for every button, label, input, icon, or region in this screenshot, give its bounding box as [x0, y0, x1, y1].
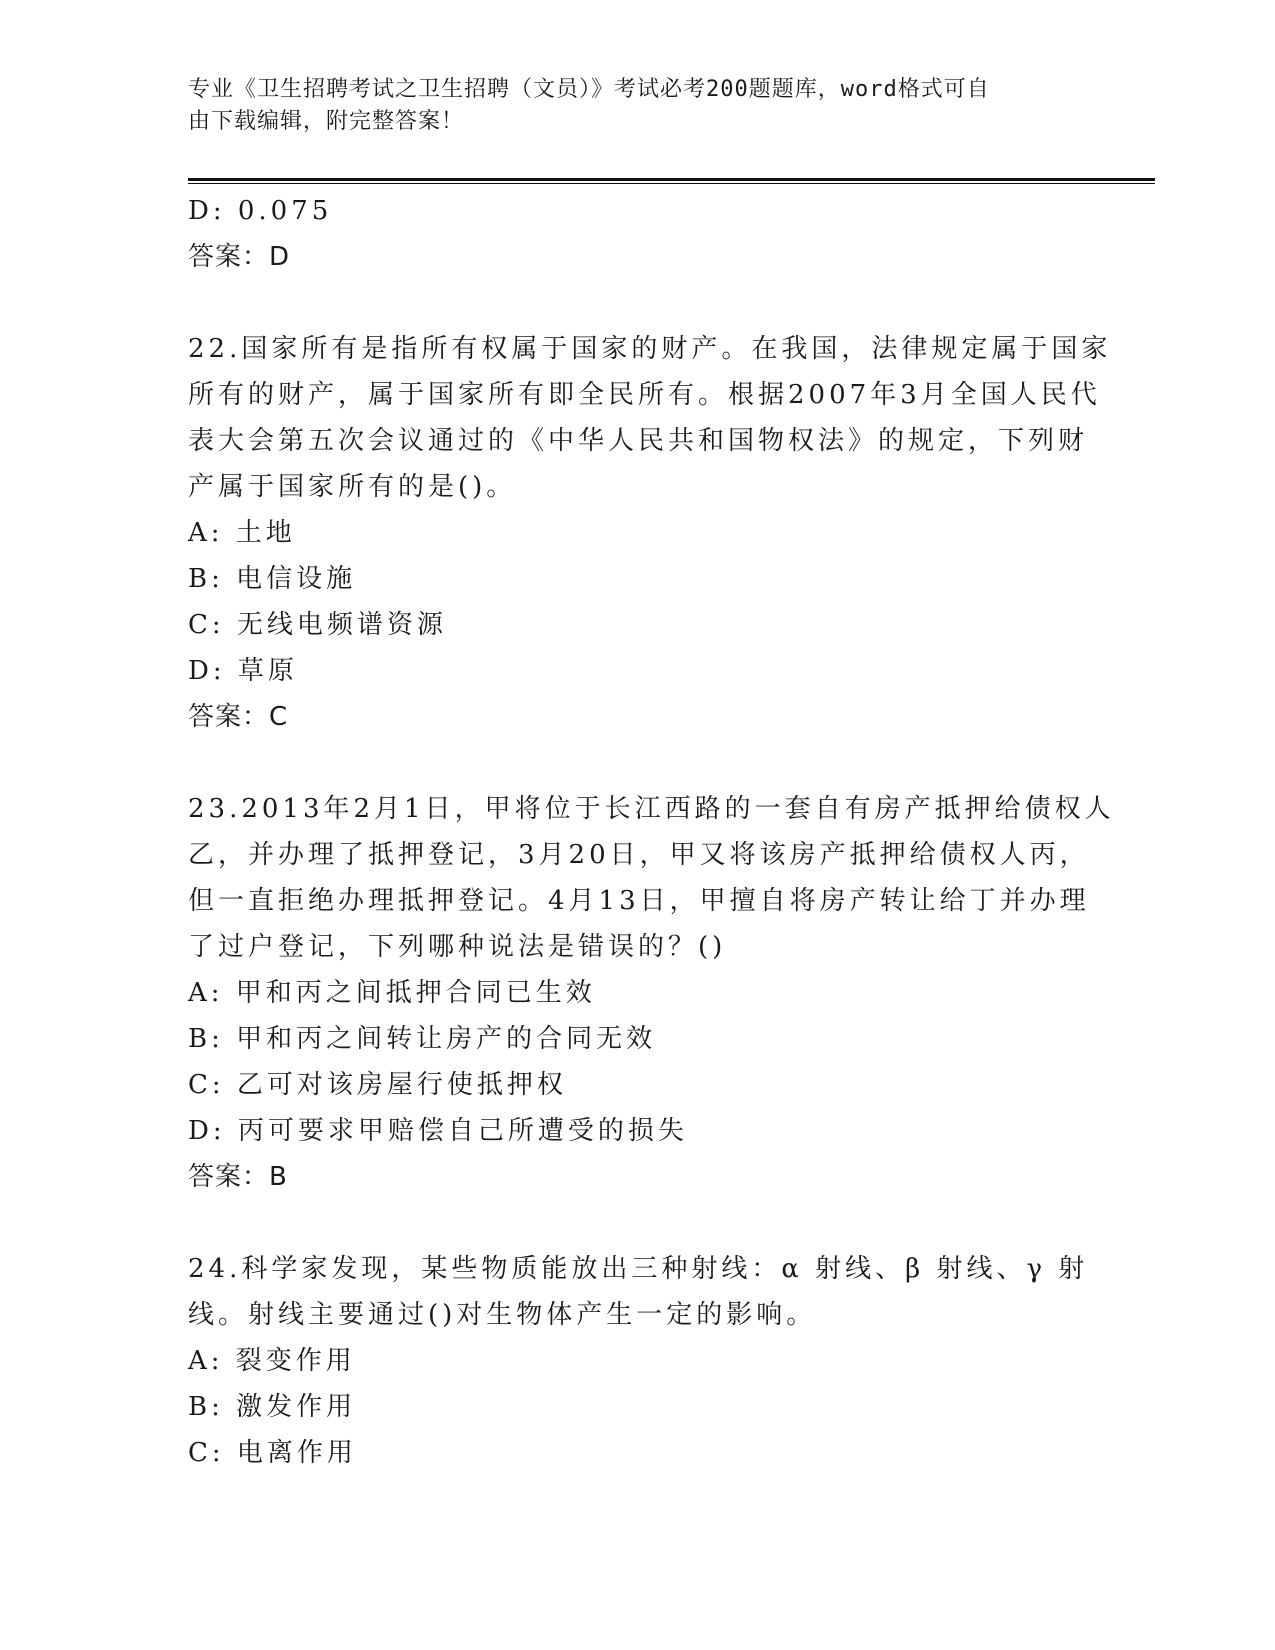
previous-question-tail: [188, 188, 1088, 280]
stem-line: 但一直拒绝办理抵押登记。4月13日，甲擅自将房产转让给丁并办理: [188, 886, 1090, 916]
question-stem: [188, 786, 1115, 970]
option-c: C: 电离作用: [188, 1438, 357, 1468]
stem-line: 表大会第五次会议通过的《中华人民共和国物权法》的规定，下列财: [188, 426, 1089, 456]
question-23: [188, 786, 1115, 1200]
stem-line: 23.2013年2月1日，甲将位于长江西路的一套自有房产抵押给债权人: [188, 794, 1115, 824]
document-header: [188, 74, 1068, 138]
option-c: C: 无线电频谱资源: [188, 610, 447, 640]
stem-line: 22.国家所有是指所有权属于国家的财产。在我国，法律规定属于国家: [188, 334, 1112, 364]
option-d: D: 丙可要求甲赔偿自己所遭受的损失: [188, 1116, 688, 1146]
stem-line: 产属于国家所有的是()。: [188, 472, 517, 502]
option-d: D: 草原: [188, 656, 298, 686]
stem-line: 线。射线主要通过()对生物体产生一定的影响。: [188, 1300, 817, 1330]
answer-line: 答案：D: [188, 242, 291, 272]
stem-line: 乙，并办理了抵押登记，3月20日，甲又将该房产抵押给债权人丙，: [188, 840, 1090, 870]
option-a: A: 裂变作用: [188, 1346, 356, 1376]
stem-line: 所有的财产，属于国家所有即全民所有。根据2007年3月全国人民代: [188, 380, 1101, 410]
question-list: [188, 188, 1115, 1476]
question-22: [188, 326, 1112, 740]
option-d: D: 0.075: [188, 196, 333, 226]
header-line-2: 由下载编辑，附完整答案！: [188, 109, 465, 134]
answer-line: 答案：C: [188, 702, 289, 732]
option-b: B: 甲和丙之间转让房产的合同无效: [188, 1024, 657, 1054]
header-divider-thick: [188, 178, 1155, 181]
header-line-1: 专业《卫生招聘考试之卫生招聘（文员）》考试必考200题题库，word格式可自: [188, 77, 990, 102]
answer-line: 答案：B: [188, 1162, 288, 1192]
option-a: A: 甲和丙之间抵押合同已生效: [188, 978, 596, 1008]
stem-line: 了过户登记，下列哪种说法是错误的？(): [188, 932, 727, 962]
header-divider-thin: [188, 183, 1155, 184]
stem-line: 24.科学家发现，某些物质能放出三种射线：α 射线、β 射线、γ 射: [188, 1254, 1089, 1284]
option-a: A: 土地: [188, 518, 296, 548]
question-stem: [188, 326, 1112, 510]
option-b: B: 激发作用: [188, 1392, 357, 1422]
option-b: B: 电信设施: [188, 564, 357, 594]
option-c: C: 乙可对该房屋行使抵押权: [188, 1070, 567, 1100]
question-stem: [188, 1246, 1088, 1338]
question-24: [188, 1246, 1088, 1476]
